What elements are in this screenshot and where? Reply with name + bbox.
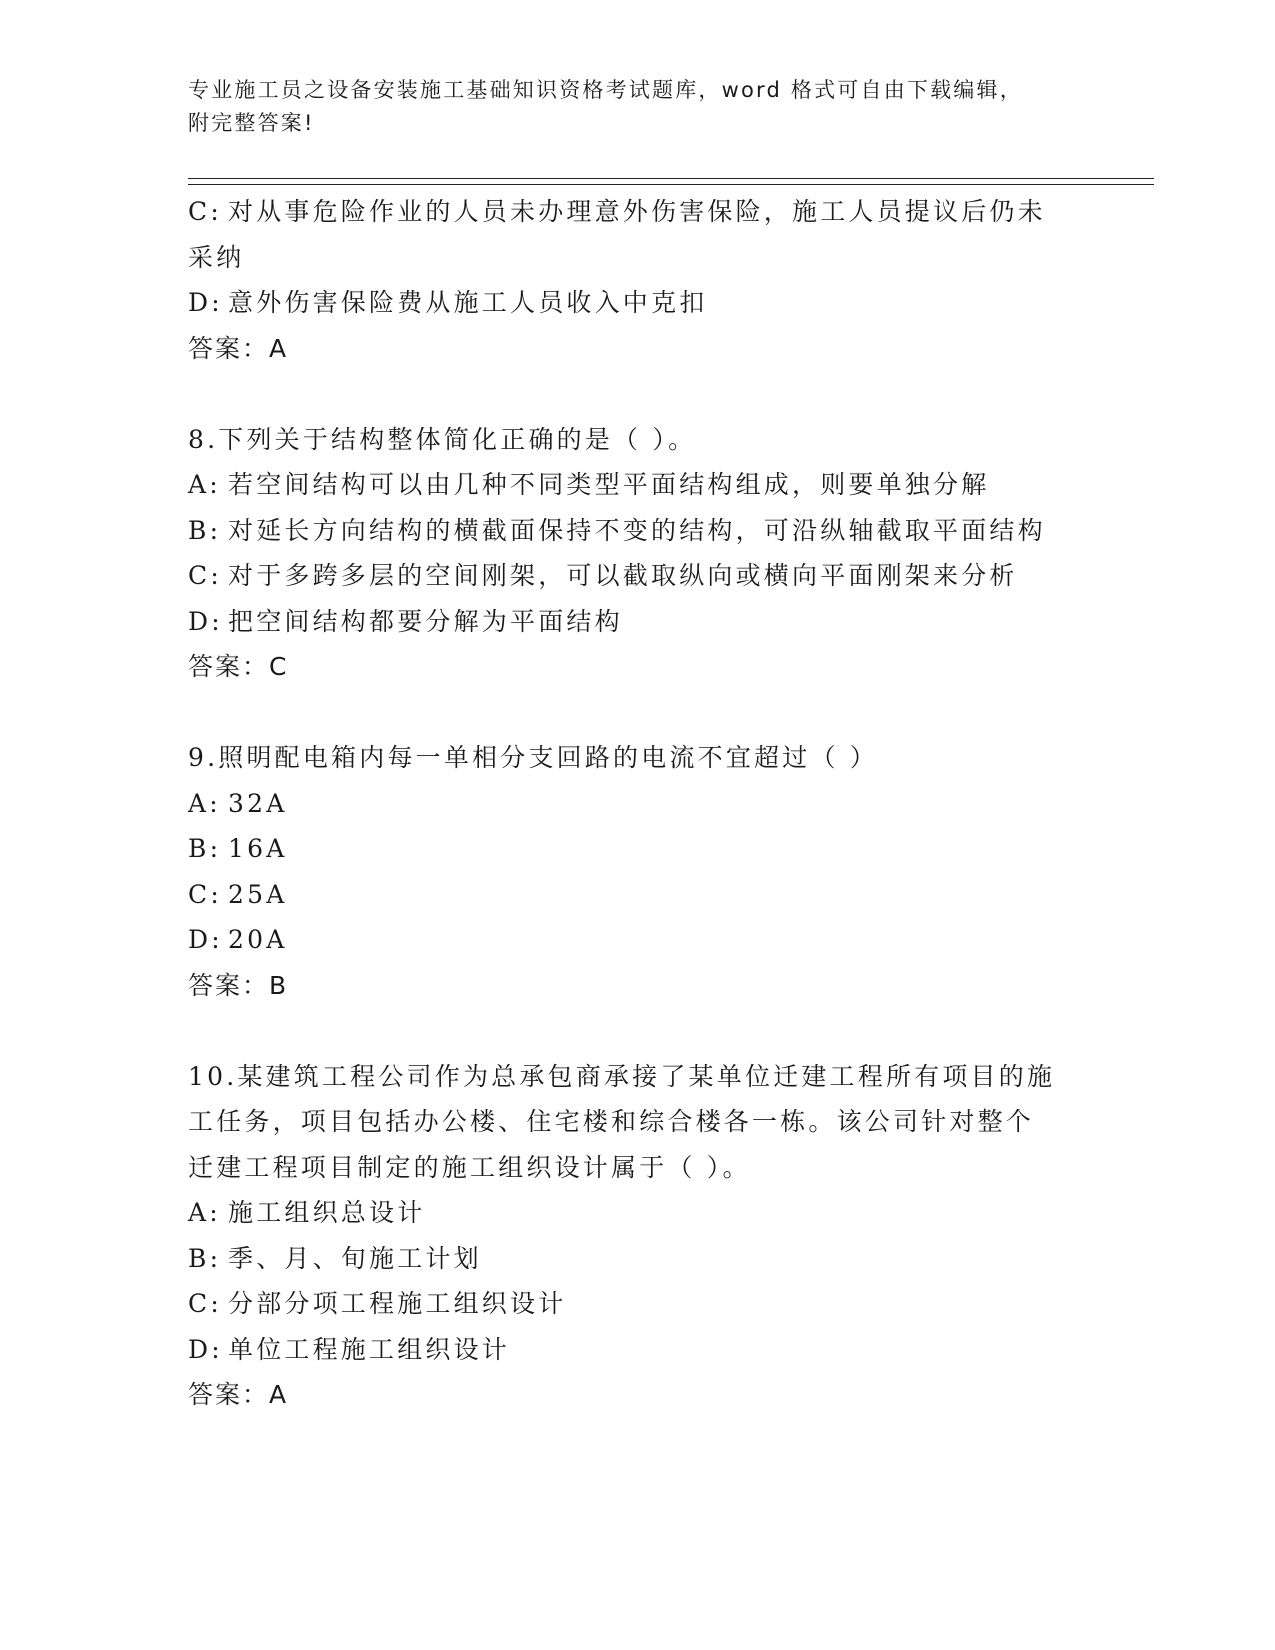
header-line-2: 附完整答案!: [188, 111, 315, 135]
option-label: B:: [188, 834, 222, 863]
prev-question: [188, 189, 1088, 371]
option-text: 对于多跨多层的空间刚架，可以截取纵向或横向平面刚架来分析: [228, 561, 1018, 590]
spacer: [188, 690, 1088, 736]
option-text: 意外伤害保险费从施工人员收入中克扣: [228, 288, 708, 317]
answer-line: 答案：B: [188, 970, 289, 1000]
option-label: D:: [188, 606, 223, 636]
header-divider-bottom: [188, 184, 1154, 185]
option-label: C:: [188, 1289, 222, 1318]
option-row: [188, 508, 1088, 554]
option-label: A:: [188, 788, 221, 818]
option-row: [188, 280, 1088, 326]
option-label: A:: [188, 1198, 221, 1227]
question-stem: 9.照明配电箱内每一单相分支回路的电流不宜超过（ ）: [188, 743, 879, 772]
question-9: [188, 735, 1088, 1008]
question-stem: 迁建工程项目制定的施工组织设计属于（ ）。: [188, 1152, 751, 1182]
answer-line: 答案：A: [188, 333, 289, 363]
question-stem: 工任务，项目包括办公楼、住宅楼和综合楼各一栋。该公司针对整个: [188, 1107, 1035, 1136]
header-line-1: 专业施工员之设备安装施工基础知识资格考试题库，word 格式可自由下载编辑，: [188, 78, 1023, 102]
option-text-continued: 采纳: [188, 242, 245, 272]
option-label: D:: [188, 925, 223, 954]
option-label: A:: [188, 470, 221, 499]
spacer: [188, 1008, 1088, 1054]
option-label: B:: [188, 515, 222, 545]
question-stem: 10.某建筑工程公司作为总承包商承接了某单位迁建工程所有项目的施: [188, 1061, 1056, 1091]
option-text: 对从事危险作业的人员未办理意外伤害保险，施工人员提议后仍未: [228, 197, 1046, 226]
option-text: 32A: [228, 788, 288, 818]
option-label: D:: [188, 1334, 223, 1364]
option-label: C:: [188, 879, 222, 909]
header-divider-top: [188, 178, 1154, 179]
option-row: [188, 1327, 1088, 1373]
option-label: C:: [188, 561, 222, 590]
option-label: C:: [188, 197, 222, 226]
option-text: 分部分项工程施工组织设计: [228, 1289, 567, 1318]
option-text: 单位工程施工组织设计: [228, 1334, 511, 1364]
option-text: 季、月、旬施工计划: [228, 1243, 482, 1273]
option-text: 施工组织总设计: [228, 1198, 426, 1227]
spacer: [188, 371, 1088, 417]
option-label: D:: [188, 288, 223, 317]
answer-line: 答案：A: [188, 1380, 289, 1409]
option-row: [188, 872, 1088, 918]
question-stem: 8.下列关于结构整体简化正确的是（ ）。: [188, 424, 697, 454]
option-text: 25A: [228, 879, 288, 909]
option-text: 20A: [228, 925, 288, 954]
option-row: [188, 1190, 1088, 1236]
option-label: B:: [188, 1243, 222, 1273]
option-row: [188, 599, 1088, 645]
option-text: 把空间结构都要分解为平面结构: [228, 606, 623, 636]
option-row: [188, 1281, 1088, 1327]
option-text: 16A: [228, 834, 288, 863]
answer-line: 答案：C: [188, 652, 289, 681]
option-row: [188, 189, 1088, 235]
option-row: [188, 462, 1088, 508]
option-text: 对延长方向结构的横截面保持不变的结构，可沿纵轴截取平面结构: [228, 515, 1046, 545]
question-10: [188, 1054, 1088, 1418]
question-content: [188, 189, 1088, 1418]
option-row: [188, 826, 1088, 872]
option-text: 若空间结构可以由几种不同类型平面结构组成，则要单独分解: [228, 470, 990, 499]
option-row: [188, 917, 1088, 963]
option-row: [188, 1236, 1088, 1282]
document-header: [188, 74, 1088, 140]
option-row: [188, 553, 1088, 599]
question-8: [188, 417, 1088, 690]
option-row: [188, 781, 1088, 827]
